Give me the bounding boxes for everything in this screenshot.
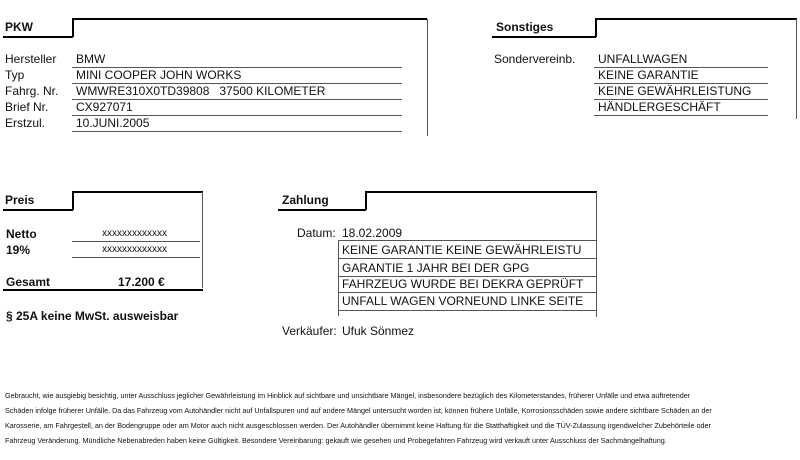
- gesamt-rule: [3, 289, 203, 291]
- disclaimer-line: Schäden infolge früherer Unfälle. Da das Fahrzeug vom Autohändler nicht auf Unfallspuren und auf andere Mängel untersucht worden ist, können frühere Unfälle, Korrosionsschäden sowie andere sichtbare Schäden an der: [5, 406, 712, 415]
- zahlung-heading-step: [365, 191, 367, 210]
- zahlung-line: UNFALL WAGEN VORNEUND LINKE SEITE: [342, 294, 584, 308]
- fahrgestell-label: Fahrg. Nr.: [5, 84, 59, 98]
- sonstiges-heading-underline: [492, 36, 596, 38]
- preis-heading-underline: [3, 209, 73, 211]
- pkw-top-rule: [72, 18, 427, 20]
- zahlung-line: GARANTIE 1 JAHR BEI DER GPG: [342, 261, 530, 275]
- erstzulassung-rule: [72, 131, 402, 132]
- mwst-value: xxxxxxxxxxxxx: [102, 244, 167, 255]
- fahrgestell-value: WMWRE310X0TD39808 37500 KILOMETER: [76, 84, 326, 98]
- sonstiges-heading: Sonstiges: [496, 20, 554, 34]
- hersteller-value: BMW: [76, 52, 106, 66]
- datum-value: 18.02.2009: [342, 226, 403, 240]
- disclaimer-line: Karosserie, am Fahrgestell, an der Bodengruppe oder am Motor auch nicht ausgeschlossen werden. Der Autohändler übernimmt keine Haftung für die Statthaftigkeit und die TÜV-Zulassung irgendwelcher Zubehörteile oder: [5, 421, 711, 430]
- brief-label: Brief Nr.: [5, 100, 49, 114]
- pkw-right-rule: [427, 19, 428, 136]
- sonstiges-item: KEINE GEWÄHRLEISTUNG: [598, 84, 752, 98]
- verkaeufer-value: Ufuk Sönmez: [342, 324, 415, 338]
- mwst-note: § 25A keine MwSt. ausweisbar: [6, 309, 179, 323]
- netto-label: Netto: [6, 227, 37, 241]
- disclaimer-line: Gebraucht, wie ausgiebig besichtig, unter Ausschluss jeglicher Gewährleistung im Hinblick auf sichtbare und unsichtbare Mängel, insbesondere bezüglich des Kilometerstandes, früherer Unfälle und etwa auftretender: [5, 391, 691, 400]
- gesamt-label: Gesamt: [6, 275, 51, 289]
- sonstiges-item: HÄNDLERGESCHÄFT: [598, 100, 721, 114]
- pkw-heading-step: [72, 18, 74, 37]
- typ-value: MINI COOPER JOHN WORKS: [76, 68, 242, 82]
- sonstiges-right-rule: [796, 19, 797, 119]
- zahlung-heading: Zahlung: [282, 193, 329, 207]
- sonstiges-heading-step: [595, 18, 597, 37]
- mwst-label: 19%: [6, 243, 31, 257]
- datum-label: Datum:: [297, 226, 336, 240]
- preis-top-rule: [72, 191, 203, 193]
- erstzulassung-label: Erstzul.: [5, 116, 46, 130]
- preis-right-rule: [202, 192, 203, 288]
- zahlung-heading-underline: [278, 209, 366, 211]
- hersteller-label: Hersteller: [5, 52, 57, 66]
- erstzulassung-value: 10.JUNI.2005: [76, 116, 150, 130]
- sonstiges-item: KEINE GARANTIE: [598, 68, 699, 82]
- zahlung-line-rule: [338, 310, 596, 311]
- gesamt-value: 17.200 €: [118, 275, 165, 289]
- sondervereinbarung-label: Sondervereinb.: [494, 52, 576, 66]
- pkw-heading-underline: [3, 36, 73, 38]
- zahlung-top-rule: [365, 191, 597, 193]
- zahlung-line-rule: [338, 292, 596, 293]
- preis-heading: Preis: [5, 193, 35, 207]
- zahlung-right-rule: [596, 192, 597, 317]
- mwst-rule: [72, 257, 200, 258]
- verkaeufer-label: Verkäufer:: [282, 324, 337, 338]
- sonstiges-top-rule: [595, 18, 797, 20]
- typ-label: Typ: [5, 68, 25, 82]
- disclaimer: [5, 388, 795, 448]
- datum-rule: [338, 240, 596, 241]
- netto-rule: [72, 241, 200, 242]
- disclaimer-line: Fahrzeug Veränderung. Mündliche Nebenabreden haben keine Gültigkeit. Besondere Vereinbarung: gekauft wie gesehen und Probegefahren Fahrzeug wird verkauft unter Ausschluss der Sachmängelhaftung.: [5, 436, 667, 445]
- pkw-heading: PKW: [5, 20, 33, 34]
- netto-value: xxxxxxxxxxxxx: [102, 228, 167, 239]
- zahlung-line: FAHRZEUG WURDE BEI DEKRA GEPRÜFT: [342, 277, 584, 291]
- zahlung-line: KEINE GARANTIE KEINE GEWÄHRLEISTU: [342, 243, 582, 257]
- zahlung-lines-left-rule: [338, 240, 339, 316]
- brief-value: CX927071: [76, 100, 133, 114]
- preis-heading-step: [72, 191, 74, 210]
- sonstiges-item: UNFALLWAGEN: [598, 52, 688, 66]
- zahlung-line-rule: [338, 258, 596, 259]
- sonstiges-rule: [594, 115, 768, 116]
